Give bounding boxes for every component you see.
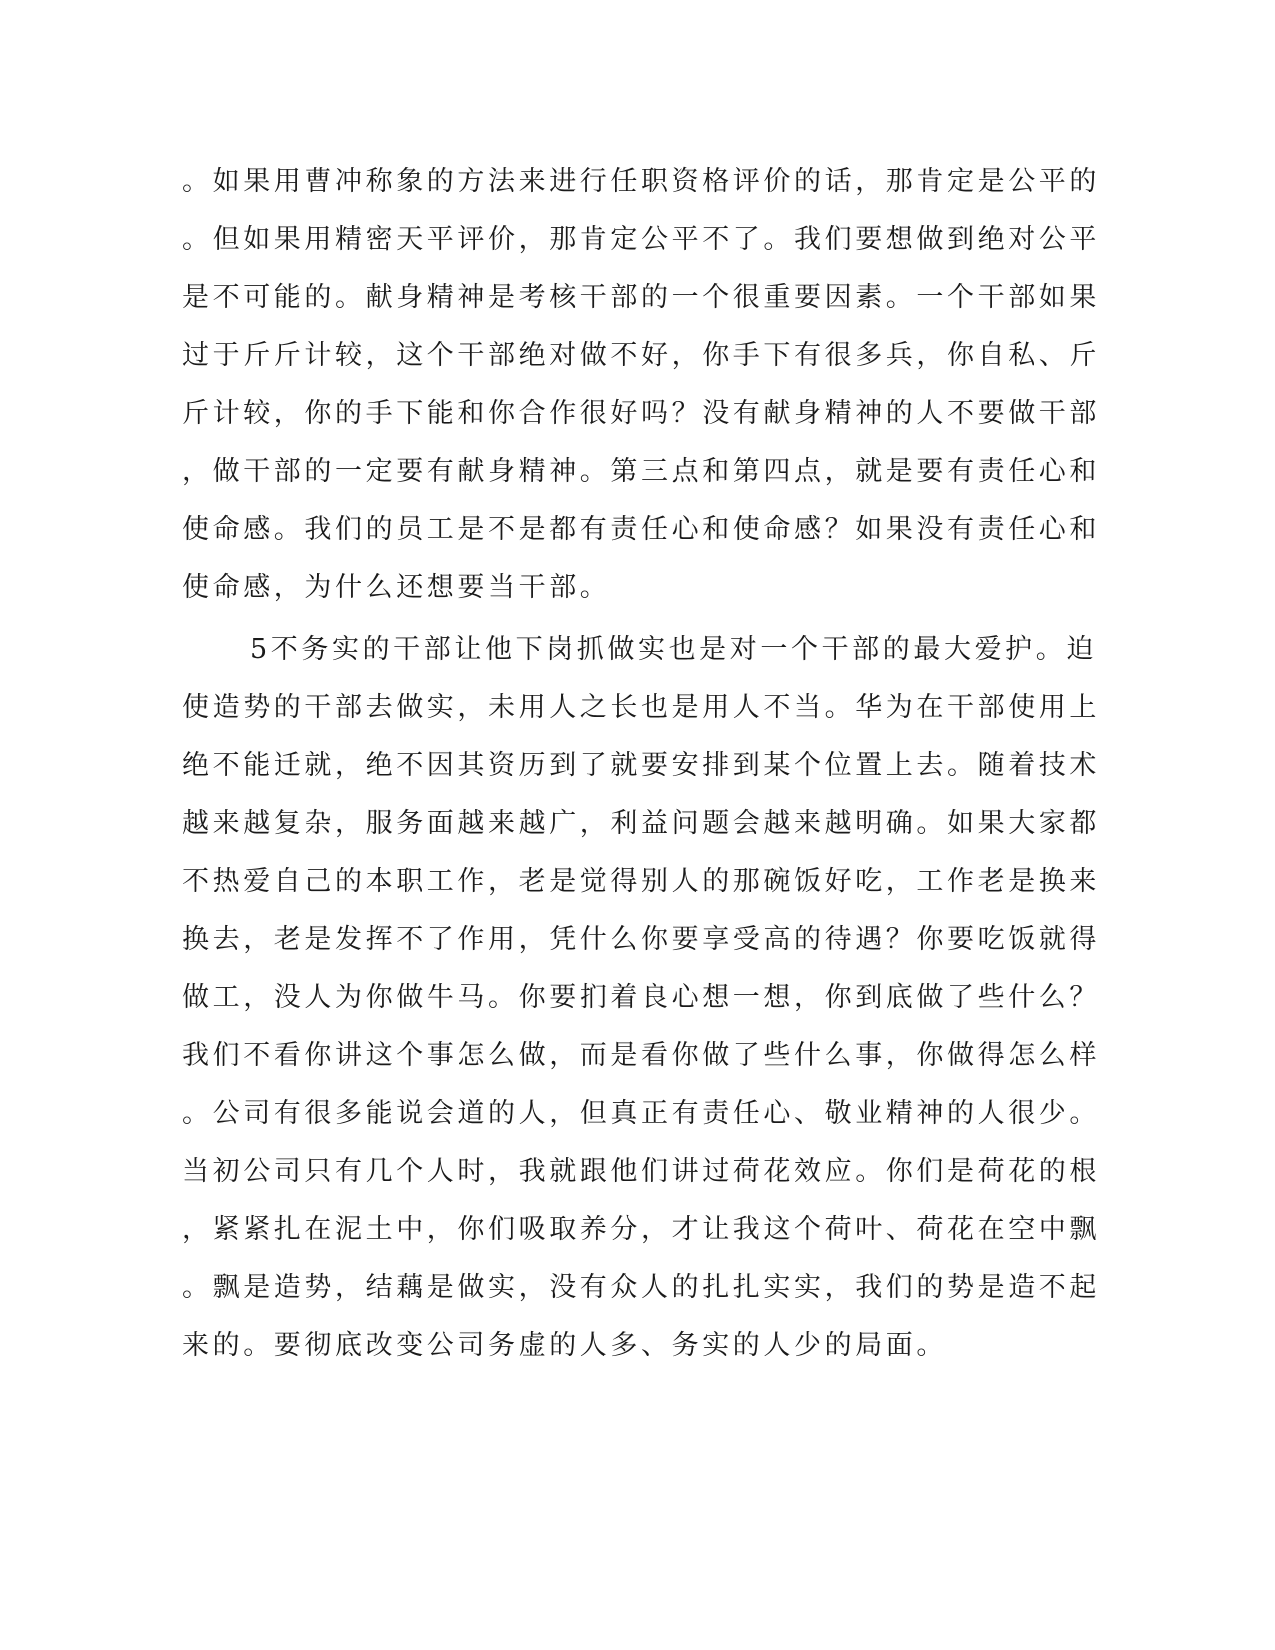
text-line: 。如果用曹冲称象的方法来进行任职资格评价的话，那肯定是公平的 — [182, 166, 1100, 197]
text-line: 做工，没人为你做牛马。你要扪着良心想一想，你到底做了些什么？ — [182, 982, 1100, 1013]
text-line: 。但如果用精密天平评价，那肯定公平不了。我们要想做到绝对公平 — [182, 224, 1100, 255]
text-line: 不热爱自己的本职工作，老是觉得别人的那碗饭好吃，工作老是换来 — [182, 866, 1100, 897]
text-line: 。飘是造势，结藕是做实，没有众人的扎扎实实，我们的势是造不起 — [182, 1272, 1100, 1303]
text-line: 越来越复杂，服务面越来越广，利益问题会越来越明确。如果大家都 — [182, 808, 1100, 839]
text-line: 使命感，为什么还想要当干部。 — [182, 572, 611, 603]
text-line: 是不可能的。献身精神是考核干部的一个很重要因素。一个干部如果 — [182, 282, 1100, 313]
text-line: 我们不看你讲这个事怎么做，而是看你做了些什么事，你做得怎么样 — [182, 1040, 1100, 1071]
text-line: 使命感。我们的员工是不是都有责任心和使命感？如果没有责任心和 — [182, 514, 1100, 545]
text-line: 绝不能迁就，绝不因其资历到了就要安排到某个位置上去。随着技术 — [182, 750, 1100, 781]
text-line: ，做干部的一定要有献身精神。第三点和第四点，就是要有责任心和 — [182, 456, 1100, 487]
text-line: 换去，老是发挥不了作用，凭什么你要享受高的待遇？你要吃饭就得 — [182, 924, 1100, 955]
text-line: 使造势的干部去做实，未用人之长也是用人不当。华为在干部使用上 — [182, 692, 1100, 723]
text-line: 当初公司只有几个人时，我就跟他们讲过荷花效应。你们是荷花的根 — [182, 1156, 1100, 1187]
text-line: 。公司有很多能说会道的人，但真正有责任心、敬业精神的人很少。 — [182, 1098, 1100, 1129]
text-line: 来的。要彻底改变公司务虚的人多、务实的人少的局面。 — [182, 1330, 947, 1361]
paragraph-first-line: 5不务实的干部让他下岗抓做实也是对一个干部的最大爱护。迫 — [250, 634, 1097, 665]
text-line: ，紧紧扎在泥土中，你们吸取养分，才让我这个荷叶、荷花在空中飘 — [182, 1214, 1100, 1245]
text-line: 过于斤斤计较，这个干部绝对做不好，你手下有很多兵，你自私、斤 — [182, 340, 1100, 371]
text-line: 斤计较，你的手下能和你合作很好吗？没有献身精神的人不要做干部 — [182, 398, 1100, 429]
